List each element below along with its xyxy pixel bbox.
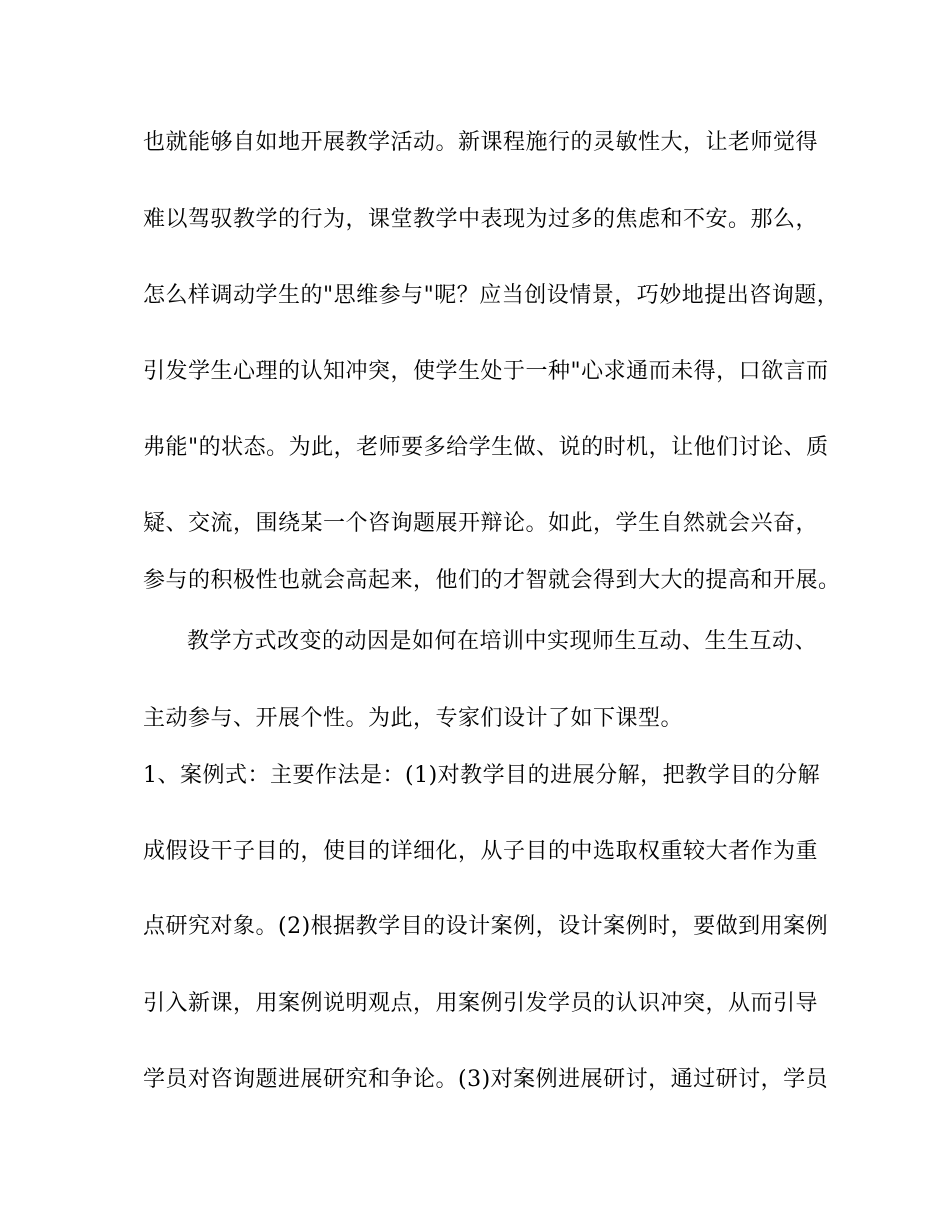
text-line-indented: 教学方式改变的动因是如何在培训中实现师生互动、生生互动、 [187,629,818,654]
text-line: 引入新课，用案例说明观点，用案例引发学员的认识冲突，从而引导 [143,991,819,1016]
text-line: 也就能够自如地开展教学活动。新课程施行的灵敏性大，让老师觉得 [143,130,819,155]
text-line: 主动参与、开展个性。为此，专家们设计了如下课型。 [143,706,684,731]
text-line: 学员对咨询题进展研究和争论。(3)对案例进展研讨，通过研讨，学员 [143,1067,829,1092]
text-line: 难以驾驭教学的行为，课堂教学中表现为过多的焦虑和不安。那么， [143,207,819,232]
text-line: 点研究对象。(2)根据教学目的设计案例，设计案例时，要做到用案例 [143,914,829,939]
text-line: 参与的积极性也就会高起来，他们的才智就会得到大大的提高和开展。 [143,568,841,593]
text-line: 引发学生心理的认知冲突，使学生处于一种"心求通而未得，口欲言而 [143,359,829,384]
text-line: 弗能"的状态。为此，老师要多给学生做、说的时机，让他们讨论、质 [143,435,829,460]
text-line: 1、案例式：主要作法是：(1)对教学目的进展分解，把教学目的分解 [143,763,821,788]
text-line: 怎么样调动学生的"思维参与"呢？应当创设情景，巧妙地提出咨询题， [143,283,840,308]
text-line: 疑、交流，围绕某一个咨询题展开辩论。如此，学生自然就会兴奋， [143,511,819,536]
text-line: 成假设干子目的，使目的详细化，从子目的中选取权重较大者作为重 [143,839,819,864]
